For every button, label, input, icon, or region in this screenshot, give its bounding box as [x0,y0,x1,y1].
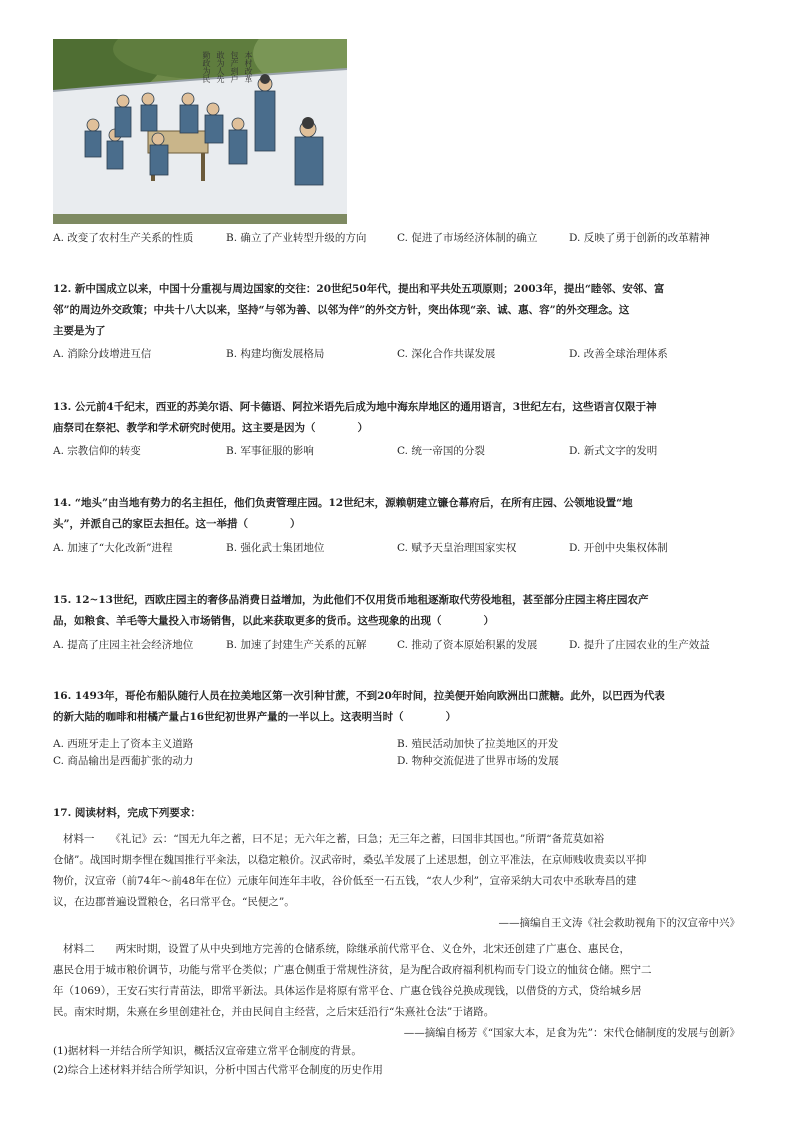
q17-title: 17. 阅读材料，完成下列要求： [53,807,201,819]
q13-option-c[interactable]: C. 统一帝国的分裂 [397,445,485,457]
q12-option-b[interactable]: B. 构建均衡发展格局 [226,348,325,360]
q17-m2-line: 年（1069），王安石实行青苗法，即常平新法。具体运作是将原有常平仓、广惠仓钱谷兑换成现钱，以借贷的方式，贷给城乡居 [53,985,642,997]
q14-stem [53,493,743,535]
q11-option-d[interactable]: D. 反映了勇于创新的改革精神 [569,232,710,244]
q16-stem [53,686,743,728]
q15-option-a[interactable]: A. 提高了庄园主社会经济地位 [53,639,194,651]
q12-stem [53,279,743,342]
q17-m1-line: 材料一 《礼记》云：“国无九年之蓄，曰不足；无六年之蓄，曰急；无三年之蓄，曰国非其国也。”所谓“备荒莫如裕 [63,833,605,845]
q12-option-d[interactable]: D. 改善全球治理体系 [569,348,668,360]
q16-option-b[interactable]: B. 殖民活动加快了拉美地区的开发 [397,738,559,750]
q12-line: 主要是为了 [53,325,106,337]
q17-requirement-2: (2)综合上述材料并结合所学知识，分析中国古代常平仓制度的历史作用 [53,1064,383,1076]
q17-material-1 [53,829,743,913]
q17-m1-line: 物价，汉宣帝（前74年～前48年在位）元康年间连年丰收，谷价低至一石五钱，“农人少利”，宣帝采纳大司农中丞耿寿昌的建 [53,875,637,887]
q12-line: 12. 新中国成立以来，中国十分重视与周边国家的交往：20世纪50年代，提出和平共处五项原则；2003年，提出“睦邻、安邻、富 [53,283,665,295]
q13-option-a[interactable]: A. 宗教信仰的转变 [53,445,141,457]
q17-m1-line: 议，在边郡普遍设置粮仓，名曰常平仓。“民便之”。 [53,896,295,908]
q13-line: 庙祭司在祭祀、教学和学术研究时使用。这主要是因为（ ） [53,422,368,434]
q14-option-b[interactable]: B. 强化武士集团地位 [226,542,325,554]
mural-slogan-col: 敢为人先 [216,51,225,83]
q15-line: 品，如粮食、羊毛等大量投入市场销售，以此来获取更多的货币。这些现象的出现（ ） [53,615,494,627]
q15-line: 15. 12~13世纪，西欧庄园主的奢侈品消费日益增加，为此他们不仅用货币地租逐渐取代劳役地租，甚至部分庄园主将庄园农产 [53,594,649,606]
q17-m2-line: 材料二 两宋时期，设置了从中央到地方完善的仓储系统，除继承前代常平仓、义仓外，北宋还创建了广惠仓、惠民仓， [63,943,630,955]
q13-option-d[interactable]: D. 新式文字的发明 [569,445,658,457]
q17-m1-source: ——摘编自王文涛《社会救助视角下的汉宣帝中兴》 [498,917,740,929]
q11-option-b[interactable]: B. 确立了产业转型升级的方向 [226,232,367,244]
q15-option-c[interactable]: C. 推动了资本原始积累的发展 [397,639,538,651]
q15-stem [53,590,743,632]
q11-option-c[interactable]: C. 促进了市场经济体制的确立 [397,232,538,244]
q13-line: 13. 公元前4千纪末，西亚的苏美尔语、阿卡德语、阿拉米语先后成为地中海东岸地区的通用语言，3世纪左右，这些语言仅限于神 [53,401,657,413]
q13-stem [53,397,743,439]
mural-slogan-col: 包产到户 [230,51,239,83]
q17-m2-line: 惠民仓用于城市粮价调节，功能与常平仓类似；广惠仓侧重于常规性济贫，是为配合政府福利机构而专门设立的恤贫仓储。熙宁二 [53,964,652,976]
q15-option-d[interactable]: D. 提升了庄园农业的生产效益 [569,639,710,651]
q17-requirement-1: (1)据材料一并结合所学知识，概括汉宣帝建立常平仓制度的背景。 [53,1045,362,1057]
q17-m1-line: 仓储”。战国时期李悝在魏国推行平籴法，以稳定粮价。汉武帝时，桑弘羊发展了上述思想，创立平准法，在京师贱收贵卖以平抑 [53,854,647,866]
q14-option-a[interactable]: A. 加速了“大化改新”进程 [53,542,173,554]
q12-line: 邻”的周边外交政策；中共十八大以来，坚持“与邻为善、以邻为伴”的外交方针，突出体现“亲、诚、惠、容”的外交理念。这 [53,304,630,316]
q17-m2-line: 民。南宋时期，朱熹在乡里创建社仓，并由民间自主经营，之后宋廷沿行“朱熹社仓法”于诸路。 [53,1006,495,1018]
mural-illustration [53,39,347,224]
mural-photo [53,39,347,224]
q14-option-d[interactable]: D. 开创中央集权体制 [569,542,668,554]
q14-line: 14. “地头”由当地有势力的名主担任，他们负责管理庄园。12世纪末，源赖朝建立镰仓幕府后，在所有庄园、公领地设置“地 [53,497,633,509]
q14-line: 头”，并派自己的家臣去担任。这一举措（ ） [53,518,301,530]
q12-option-a[interactable]: A. 消除分歧增进互信 [53,348,152,360]
q12-option-c[interactable]: C. 深化合作共谋发展 [397,348,496,360]
mural-slogan-col: 勤政为民 [202,51,211,83]
q15-option-b[interactable]: B. 加速了封建生产关系的瓦解 [226,639,367,651]
q16-line: 的新大陆的咖啡和柑橘产量占16世纪初世界产量的一半以上。这表明当时（ ） [53,711,457,723]
q11-option-a[interactable]: A. 改变了农村生产关系的性质 [53,232,194,244]
q17-m2-source: ——摘编自杨芳《“国家大本，足食为先”：宋代仓储制度的发展与创新》 [403,1027,740,1039]
mural-slogan [201,51,253,83]
q17-material-2 [53,939,743,1023]
q16-option-d[interactable]: D. 物种交流促进了世界市场的发展 [397,755,559,767]
q14-option-c[interactable]: C. 赋予天皇治理国家实权 [397,542,517,554]
mural-slogan-col: 本村改革 [244,51,253,83]
q16-option-a[interactable]: A. 西班牙走上了资本主义道路 [53,738,194,750]
q16-option-c[interactable]: C. 商品输出是西葡扩张的动力 [53,755,194,767]
q13-option-b[interactable]: B. 军事征服的影响 [226,445,314,457]
q16-line: 16. 1493年，哥伦布船队随行人员在拉美地区第一次引种甘蔗，不到20年时间，拉美便开始向欧洲出口蔗糖。此外，以巴西为代表 [53,690,665,702]
